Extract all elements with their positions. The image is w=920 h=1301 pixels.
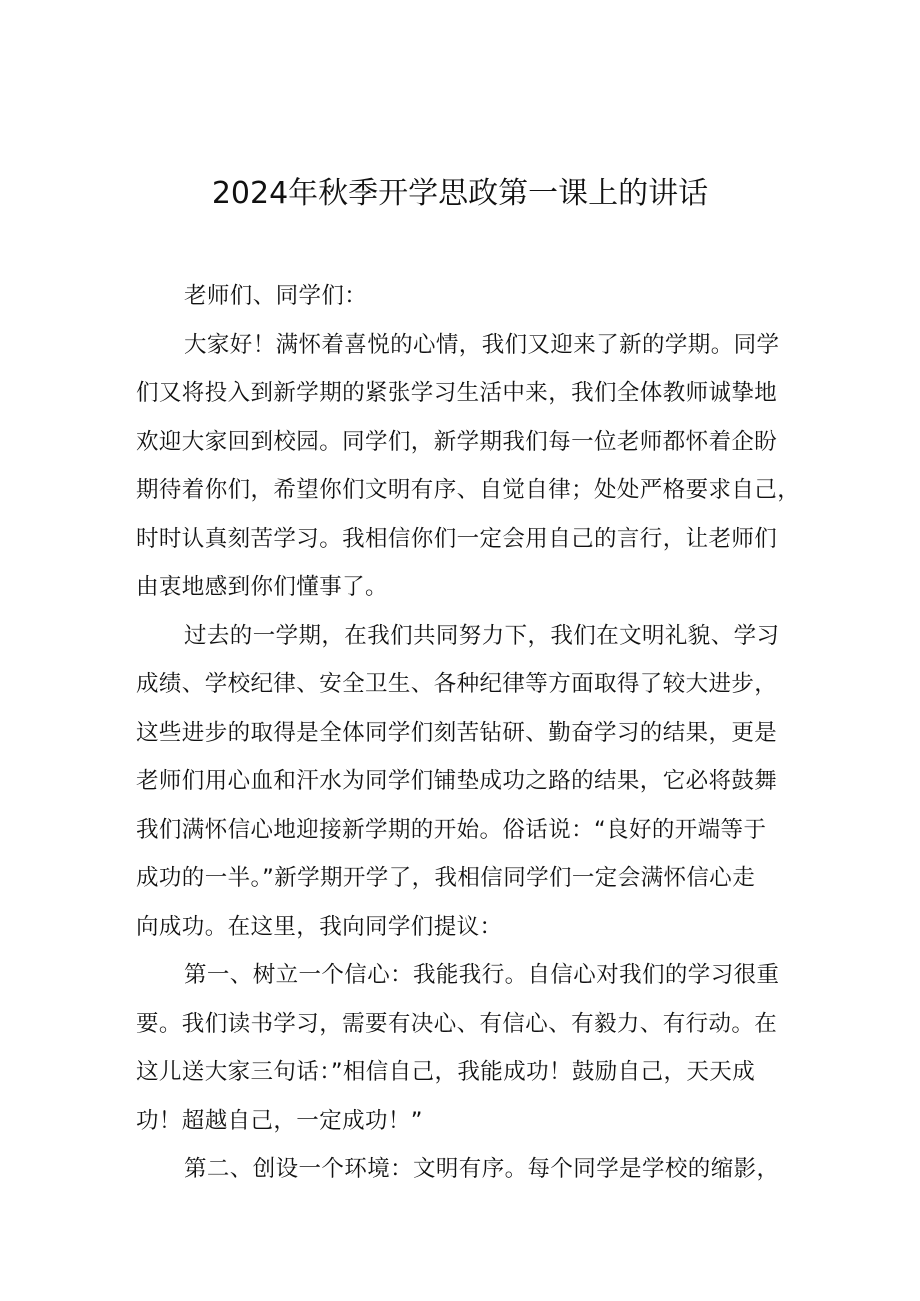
paragraph-line: 过去的一学期，在我们共同努力下，我们在文明礼貌、学习 (184, 622, 780, 649)
paragraph-line: 老师们用心血和汗水为同学们铺垫成功之路的结果，它必将鼓舞 (136, 768, 778, 794)
paragraph-line: 大家好！满怀着喜悦的心情，我们又迎来了新的学期。同学 (184, 331, 780, 358)
page-title: 2024年秋季开学思政第一课上的讲话 (211, 176, 709, 211)
salutation: 老师们、同学们： (184, 283, 368, 309)
paragraph-line: 时时认真刻苦学习。我相信你们一定会用自己的言行，让老师们 (136, 525, 778, 552)
document-body (136, 272, 811, 1194)
paragraph-line: 成功的一半。”新学期开学了，我相信同学们一定会满怀信心走 (136, 865, 756, 891)
paragraph-1 (136, 321, 811, 612)
paragraph-line: 功！超越自己，一定成功！” (136, 1107, 423, 1134)
paragraph-line: 这些进步的取得是全体同学们刻苦钻研、勤奋学习的结果，更是 (136, 719, 778, 746)
paragraph-4 (136, 1145, 811, 1194)
paragraph-line: 向成功。在这里，我向同学们提议： (136, 913, 503, 940)
paragraph-3 (136, 951, 811, 1145)
paragraph-line: 这儿送大家三句话：”相信自己，我能成功！鼓励自己，天天成 (136, 1059, 756, 1085)
paragraph-2 (136, 612, 811, 952)
paragraph-line: 要。我们读书学习，需要有决心、有信心、有毅力、有行动。在 (136, 1010, 778, 1037)
paragraph-line: 由衷地感到你们懂事了。 (136, 574, 388, 600)
paragraph-line: 们又将投入到新学期的紧张学习生活中来，我们全体教师诚挚地 (136, 380, 778, 406)
paragraph-line: 我们满怀信心地迎接新学期的开始。俗话说：“良好的开端等于 (136, 816, 767, 843)
paragraph-line: 第一、树立一个信心：我能我行。自信心对我们的学习很重 (184, 962, 780, 988)
paragraph-line: 第二、创设一个环境：文明有序。每个同学是学校的缩影， (184, 1156, 780, 1182)
paragraph-line: 成绩、学校纪律、安全卫生、各种纪律等方面取得了较大进步， (136, 671, 778, 697)
paragraph-line: 期待着你们，希望你们文明有序、自觉自律；处处严格要求自己， (136, 477, 801, 503)
paragraph-line: 欢迎大家回到校园。同学们，新学期我们每一位老师都怀着企盼 (136, 428, 778, 455)
